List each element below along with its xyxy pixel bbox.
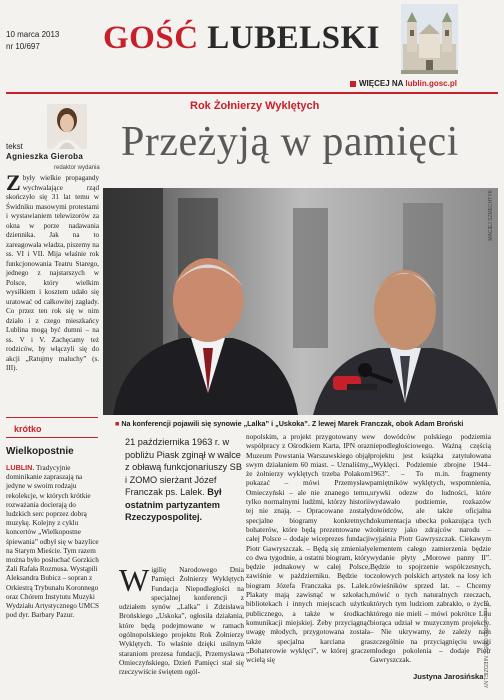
body-column-2 [246, 432, 370, 664]
more-url-link[interactable]: lublin.gosc.pl [405, 79, 457, 88]
author-role: redaktor wydania [54, 165, 100, 171]
brand-gosc: GOŚĆ [103, 20, 199, 56]
issue-number: nr 10/697 [6, 42, 40, 51]
intro-text: były wielkie propagandy wychwalające rząd skończyło się 31 lat temu w Świdniku masowymi protestami i wystawianiem telewizorów za okna w porze nadawania dziennika. Jak na to zareagowała władza, piszemy na ss. VI i VII. Mija właśnie rok funkcjonowania Teatru Starego, jednego z najstarszych w Polsce, który wielkim wysiłkiem i kosztem udało się uratować od całkowitej zagłady. Co przez ten rok się w nim działo i z czego mieszkańcy Lublina mogą być dumni – na ss. V i V. Zachęcamy też rodziców, by włączyli się do akcji „Ratujmy maluchy” (s. III). [6, 174, 99, 372]
news-title: Wielkopostnie [6, 446, 74, 457]
body-text-2: nopolskim, a projekt przygotowany we współpracy z Ośrodkiem Karta, IPN oraz Muzeum Powstania Warszawskiego objął swym działaniem 60 miast. – Uznaliśmy, że żołnierzy wyklętych trzeba Polakom pokazać – mówi Przemysław Omieczyński – ale nie znanego temu, tylko normalnymi ludźmi, którzy historii tej nie znają. – Opracowane zostały specjalne biogramy konkretnych bohaterów, które będą prezentowane w całej Polsce – dodaje wiceprezes fundacji Piotr Gawryszczak. – Będą się zmieniały co dwa tygodnie, a ostatni biogram, który będzie jednakowy w całej Polsce, zawiśnie w październiku. Będzie to biogram Józefa Franczaka ps. Lalek. Plakaty mają zawisnąć w szkołach, bibliotekach i innych miejscach użytku publicznego, a także w środkach komunikacji miejskiej. Żeby przyciągnąć uwagę młodych, przygotowana została także specjalna karciana gra „Bohaterowie wyklęci”, w której gracze wcielą się [246, 432, 370, 665]
article-headline: Przeżyją w pamięci [121, 119, 459, 165]
article-lede [125, 436, 245, 524]
more-online-bar[interactable] [350, 79, 457, 88]
article-signature: Justyna Jarosińska [413, 672, 484, 681]
intro-dropcap: Z [6, 170, 21, 195]
caption-text: Na konferencji pojawili się synowie „Lalka” i „Uskoka”. Z lewej Marek Franczak, obok Adam Broński [121, 419, 464, 428]
news-body [6, 463, 100, 620]
caption-marker-icon: ■ [115, 419, 120, 428]
body-column-1 [119, 562, 244, 677]
masthead-logo [103, 20, 380, 57]
body-text-3: w dowódców polskiego podziemia niepodległościowego. Ważną częścią projektu jest książka zatytułowana „Wyklęci. Podziemie zbrojne 1944–1963”. – To m.in. fragmenty pamiętników wyklętych, wspomnienia, urywki odezw do ludności, które wydawało podziemie, rozkazów dowódców, ale także oficjalna dokumentacja ubecka pokazująca tych żołnierzy jako zdrajców narodu – wyjaśnia Piotr Gawryszczak. Ciekawym elementem całego zamierzenia będzie wydanie płyty „Morowe panny II”. Będzie to spojrzenie współczesnych, czołowych polskich artystek na losy ich rówieśników sprzed lat. – Chcemy mówić o tych naturalnych rzeczach, których tym ludziom zabrakło, o życiu, którego nie mieli – mówi pokrótce Lilu biorąca udział w muzycznym projekcie. – Nie ukrywamy, że zależy nam szczególnie na przyciągnięciu uwagi młodego pokolenia – dodaje Piotr Gawryszczak. [370, 432, 491, 665]
lede-bold: Był ostatnim partyzantem Rzeczypospolitej. [125, 487, 222, 522]
issue-date: 10 marca 2013 [6, 30, 60, 39]
news-text: Tradycyjnie dominikanie zapraszają na jedyne w swoim rodzaju rekolekcje, w których krótkie rozważania docierają do ludzkich serc poprzez dobrą muzykę. Kolejny z cyklu koncertów „Wielkopostne śpiewania” odbył się w bazylice na Starym Mieście. Tym razem można było posłuchać Gorzkich Żali Rafała Rozmusa. Wystąpili Aleksandra Bubicz – sopran z Orkiestrą Trybunału Koronnego oraz Chórem Instytutu Muzyki Wydziału Artystycznego UMCS pod dyr. Barbary Pazur. [6, 464, 99, 620]
body-dropcap: W [119, 562, 150, 598]
body-column-3 [370, 432, 491, 664]
photo-caption [115, 419, 463, 428]
news-place: LUBLIN. [6, 463, 35, 472]
column-divider [6, 417, 98, 418]
editorial-intro [6, 170, 99, 374]
more-label: WIĘCEJ NA [359, 79, 404, 88]
cathedral-illustration [401, 4, 458, 74]
square-bullet-icon [350, 81, 356, 87]
section-title: Rok Żołnierzy Wyklętych [190, 100, 320, 112]
krotko-heading: krótko [14, 424, 42, 434]
conference-photo [103, 188, 498, 415]
photo-credit: MACIEJ SZMECHTYK [488, 190, 494, 241]
brand-lubelski: LUBELSKI [207, 20, 381, 56]
author-label: tekst [6, 142, 23, 151]
author-name: Agnieszka Gieroba [6, 152, 84, 161]
page-footer-vertical: 10 marca 2013 GOŚĆ NIEDZIELNY [482, 600, 488, 689]
lede-plain: 21 października 1963 r. w pobliżu Piask zginął w walce z obławą funkcjonariuszy SB i ZOMO sierżant Józef Franczak ps. Lalek. [125, 437, 242, 497]
body-text-1: igilię Narodowego Dnia Pamięci Żołnierzy Wyklętych Fundacja Niepodległości na specjalnej konferencji z udziałem synów „Lalka” i Zdzisława Brońskiego „Uskoka”, ogłosiła działania, które będą podejmowane w ramach ogólnopolskiego projektu Rok Żołnierzy Wyklętych. To właśnie dzięki usilnym staraniom prezesa fundacji, Przemysława Omieczyńskiego, Dzień Pamięci stał się rzeczywiście świętem ogól- [119, 565, 244, 677]
author-photo [47, 104, 87, 149]
header-divider [6, 92, 498, 94]
column-divider [6, 437, 98, 438]
